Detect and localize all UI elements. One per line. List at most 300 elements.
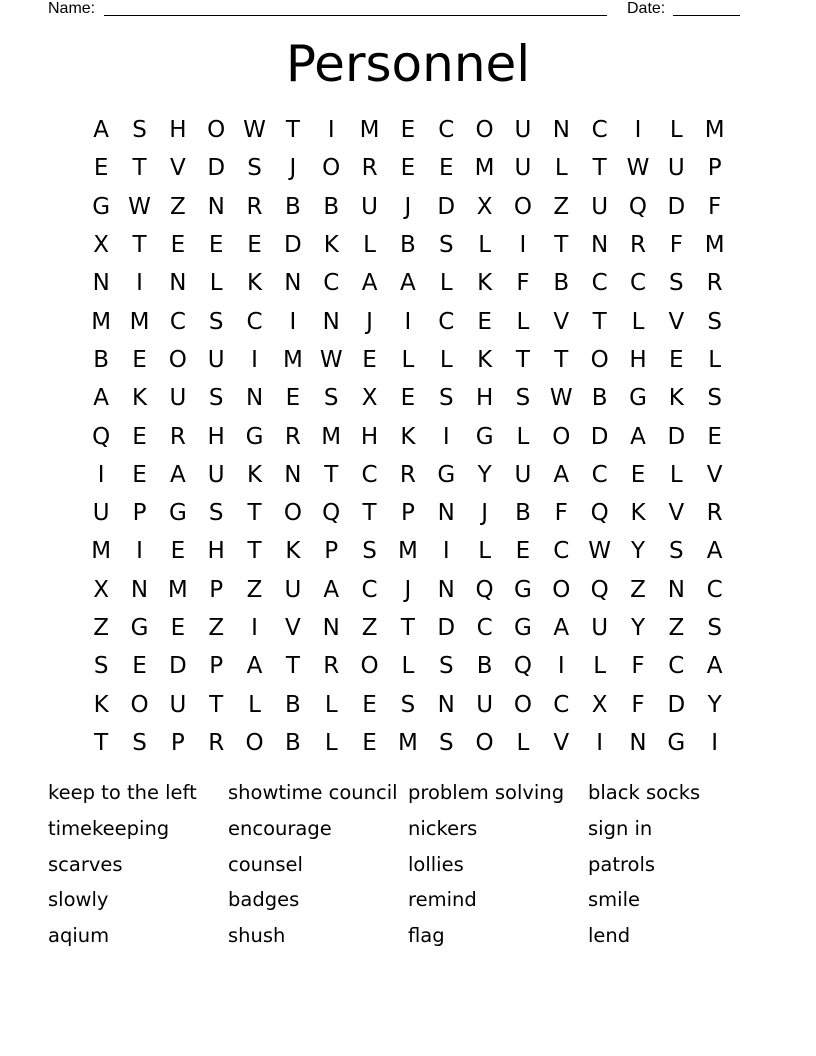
- grid-letter[interactable]: X: [93, 576, 110, 603]
- grid-letter[interactable]: V: [668, 500, 685, 527]
- grid-letter[interactable]: N: [591, 232, 609, 259]
- grid-letter[interactable]: S: [132, 117, 147, 144]
- grid-letter[interactable]: T: [362, 500, 377, 527]
- grid-letter[interactable]: X: [591, 691, 608, 718]
- grid-letter[interactable]: L: [209, 270, 223, 297]
- grid-letter[interactable]: U: [284, 576, 302, 603]
- grid-letter[interactable]: S: [438, 232, 454, 259]
- grid-letter[interactable]: V: [169, 155, 186, 182]
- grid-letter[interactable]: O: [130, 691, 149, 718]
- grid-letter[interactable]: S: [208, 385, 224, 412]
- grid-letter[interactable]: M: [91, 308, 112, 335]
- grid-letter[interactable]: I: [442, 538, 450, 565]
- grid-letter[interactable]: H: [360, 423, 379, 450]
- grid-letter[interactable]: K: [477, 270, 493, 297]
- grid-letter[interactable]: J: [481, 500, 488, 527]
- grid-letter[interactable]: B: [285, 691, 301, 718]
- grid-letter[interactable]: F: [631, 653, 645, 680]
- grid-letter[interactable]: S: [707, 308, 722, 335]
- grid-letter[interactable]: X: [361, 385, 378, 412]
- grid-letter[interactable]: O: [322, 155, 341, 182]
- grid-letter[interactable]: U: [514, 155, 532, 182]
- grid-letter[interactable]: C: [591, 117, 608, 144]
- grid-letter[interactable]: W: [243, 117, 266, 144]
- grid-letter[interactable]: U: [514, 461, 532, 488]
- grid-letter[interactable]: F: [516, 270, 530, 297]
- grid-letter[interactable]: T: [247, 538, 262, 565]
- grid-letter[interactable]: R: [246, 193, 263, 220]
- grid-letter[interactable]: P: [400, 500, 415, 527]
- grid-letter[interactable]: S: [438, 729, 454, 756]
- grid-letter[interactable]: E: [515, 538, 531, 565]
- grid-letter[interactable]: Z: [208, 615, 225, 641]
- grid-letter[interactable]: Z: [361, 615, 378, 641]
- grid-letter[interactable]: S: [669, 270, 684, 297]
- grid-letter[interactable]: E: [247, 232, 262, 259]
- grid-letter[interactable]: L: [248, 691, 261, 718]
- grid-letter[interactable]: L: [439, 270, 453, 297]
- grid-letter[interactable]: H: [629, 346, 647, 373]
- grid-letter[interactable]: Z: [169, 193, 186, 220]
- grid-letter[interactable]: U: [207, 461, 225, 488]
- grid-letter[interactable]: I: [404, 308, 412, 335]
- grid-letter[interactable]: P: [132, 500, 147, 527]
- grid-letter[interactable]: Q: [590, 576, 609, 603]
- grid-letter[interactable]: E: [132, 461, 147, 488]
- grid-letter[interactable]: L: [363, 232, 376, 259]
- grid-letter[interactable]: U: [169, 691, 187, 718]
- grid-letter[interactable]: F: [669, 232, 683, 259]
- grid-letter[interactable]: C: [361, 576, 378, 603]
- grid-letter[interactable]: O: [590, 346, 609, 373]
- grid-letter[interactable]: M: [474, 155, 495, 182]
- grid-letter[interactable]: K: [477, 346, 493, 373]
- grid-letter[interactable]: K: [668, 385, 684, 412]
- grid-letter[interactable]: Y: [630, 538, 646, 565]
- word-list-item: smile: [588, 888, 640, 912]
- grid-letter[interactable]: M: [704, 232, 725, 259]
- grid-letter[interactable]: W: [588, 538, 612, 565]
- grid-letter[interactable]: N: [92, 270, 110, 297]
- grid-letter[interactable]: I: [97, 461, 105, 488]
- grid-letter[interactable]: L: [401, 346, 415, 373]
- word-list-item: slowly: [48, 888, 109, 912]
- grid-letter[interactable]: T: [247, 500, 262, 527]
- grid-letter[interactable]: E: [477, 308, 492, 335]
- grid-letter[interactable]: Q: [513, 653, 532, 680]
- grid-letter[interactable]: B: [515, 500, 531, 527]
- grid-letter[interactable]: K: [400, 423, 416, 450]
- grid-letter[interactable]: U: [476, 691, 494, 718]
- grid-letter[interactable]: W: [128, 193, 151, 220]
- grid-letter[interactable]: N: [245, 385, 264, 412]
- grid-letter[interactable]: G: [667, 729, 686, 756]
- grid-letter[interactable]: S: [438, 653, 454, 680]
- grid-letter[interactable]: B: [323, 193, 340, 220]
- grid-letter[interactable]: L: [439, 346, 453, 373]
- grid-letter[interactable]: L: [708, 346, 722, 373]
- grid-letter[interactable]: T: [324, 461, 339, 488]
- grid-letter[interactable]: Q: [628, 193, 648, 220]
- grid-letter[interactable]: S: [438, 385, 454, 412]
- grid-letter[interactable]: G: [92, 193, 111, 220]
- grid-letter[interactable]: R: [208, 729, 225, 756]
- grid-letter[interactable]: B: [285, 729, 301, 756]
- grid-letter[interactable]: E: [400, 117, 416, 144]
- grid-letter[interactable]: O: [513, 193, 532, 220]
- grid-letter[interactable]: I: [136, 538, 143, 565]
- grid-letter[interactable]: I: [557, 653, 565, 680]
- grid-letter[interactable]: P: [209, 576, 224, 603]
- grid-letter[interactable]: Q: [590, 500, 609, 527]
- grid-row: [82, 188, 734, 226]
- grid-letter[interactable]: N: [667, 576, 685, 603]
- grid-letter[interactable]: L: [478, 232, 492, 259]
- grid-letter[interactable]: B: [285, 193, 301, 220]
- grid-letter[interactable]: Q: [475, 576, 494, 603]
- grid-letter[interactable]: S: [208, 500, 224, 527]
- grid-letter[interactable]: A: [553, 461, 570, 488]
- grid-letter[interactable]: J: [404, 576, 412, 603]
- grid-letter[interactable]: C: [553, 691, 570, 718]
- grid-letter[interactable]: E: [132, 653, 147, 680]
- grid-letter[interactable]: J: [366, 308, 373, 335]
- grid-letter[interactable]: Y: [630, 615, 646, 641]
- grid-letter[interactable]: C: [438, 308, 455, 335]
- grid-letter[interactable]: T: [400, 615, 415, 641]
- grid-letter[interactable]: C: [361, 461, 378, 488]
- grid-letter[interactable]: L: [669, 117, 683, 144]
- grid-letter[interactable]: T: [209, 691, 224, 718]
- grid-letter[interactable]: G: [629, 385, 647, 412]
- grid-letter[interactable]: E: [669, 346, 684, 373]
- grid-letter[interactable]: T: [592, 308, 607, 335]
- grid-letter[interactable]: B: [400, 232, 416, 259]
- grid-letter[interactable]: E: [93, 155, 109, 182]
- grid-letter[interactable]: I: [251, 346, 258, 373]
- grid-letter[interactable]: O: [552, 576, 571, 603]
- grid-letter[interactable]: A: [361, 270, 378, 297]
- grid-letter[interactable]: E: [170, 232, 186, 259]
- grid-letter[interactable]: A: [93, 117, 110, 144]
- grid-letter[interactable]: C: [591, 270, 608, 297]
- grid-letter[interactable]: S: [515, 385, 531, 412]
- grid-letter[interactable]: S: [132, 729, 147, 756]
- grid-letter[interactable]: O: [475, 729, 494, 756]
- grid-letter[interactable]: T: [132, 232, 147, 259]
- grid-letter[interactable]: T: [132, 155, 147, 182]
- grid-letter[interactable]: P: [209, 653, 224, 680]
- grid-letter[interactable]: I: [711, 729, 719, 756]
- grid-letter[interactable]: V: [553, 729, 570, 756]
- grid-letter[interactable]: T: [554, 232, 569, 259]
- grid-letter[interactable]: R: [706, 270, 723, 297]
- grid-letter[interactable]: M: [704, 117, 725, 144]
- grid-letter[interactable]: M: [321, 423, 342, 450]
- grid-letter[interactable]: D: [667, 193, 686, 220]
- grid-letter[interactable]: K: [93, 691, 109, 718]
- word-list: [48, 776, 768, 955]
- grid-letter[interactable]: V: [668, 308, 685, 335]
- grid-letter[interactable]: N: [284, 270, 302, 297]
- grid-letter[interactable]: S: [362, 538, 377, 565]
- grid-letter[interactable]: O: [552, 423, 571, 450]
- grid-letter[interactable]: I: [442, 423, 450, 450]
- grid-letter[interactable]: K: [630, 500, 646, 527]
- grid-letter[interactable]: H: [475, 385, 494, 412]
- grid-letter[interactable]: R: [284, 423, 301, 450]
- grid-letter[interactable]: P: [170, 729, 185, 756]
- grid-letter[interactable]: U: [169, 385, 187, 412]
- grid-letter[interactable]: L: [669, 461, 683, 488]
- grid-letter[interactable]: N: [552, 117, 570, 144]
- grid-letter[interactable]: E: [438, 155, 454, 182]
- grid-letter[interactable]: G: [475, 423, 494, 450]
- grid-letter[interactable]: G: [245, 423, 264, 450]
- grid-letter[interactable]: M: [397, 729, 418, 756]
- grid-letter[interactable]: N: [437, 500, 455, 527]
- grid-letter[interactable]: D: [437, 615, 456, 641]
- grid-letter[interactable]: R: [706, 500, 723, 527]
- grid-letter[interactable]: N: [169, 270, 187, 297]
- grid-letter[interactable]: W: [626, 155, 650, 182]
- grid-letter[interactable]: C: [476, 615, 493, 641]
- grid-letter[interactable]: E: [707, 423, 722, 450]
- grid-letter[interactable]: X: [93, 232, 110, 259]
- grid-letter[interactable]: C: [668, 653, 685, 680]
- date-blank-line[interactable]: [673, 0, 740, 16]
- grid-letter[interactable]: A: [706, 538, 723, 565]
- grid-letter[interactable]: T: [285, 117, 300, 144]
- grid-letter[interactable]: E: [285, 385, 301, 412]
- grid-letter[interactable]: F: [554, 500, 568, 527]
- grid-letter[interactable]: L: [554, 155, 568, 182]
- word-list-item: timekeeping: [48, 816, 170, 840]
- grid-letter[interactable]: M: [359, 117, 380, 144]
- grid-letter[interactable]: G: [437, 461, 456, 488]
- grid-letter[interactable]: U: [92, 500, 110, 527]
- grid-letter[interactable]: I: [251, 615, 258, 641]
- grid-letter[interactable]: C: [246, 308, 263, 335]
- grid-letter[interactable]: G: [168, 500, 187, 527]
- grid-letter[interactable]: E: [362, 346, 377, 373]
- grid-letter[interactable]: C: [323, 270, 340, 297]
- grid-letter[interactable]: A: [246, 653, 263, 680]
- grid-letter[interactable]: D: [169, 653, 187, 680]
- grid-letter[interactable]: A: [323, 576, 340, 603]
- grid-letter[interactable]: Q: [322, 500, 341, 527]
- grid-letter[interactable]: K: [323, 232, 339, 259]
- grid-letter[interactable]: E: [132, 346, 147, 373]
- grid-letter[interactable]: F: [631, 691, 645, 718]
- grid-letter[interactable]: T: [515, 346, 530, 373]
- grid-letter[interactable]: N: [130, 576, 149, 603]
- grid-letter[interactable]: E: [400, 385, 416, 412]
- name-blank-line[interactable]: [104, 0, 607, 16]
- grid-letter[interactable]: U: [514, 117, 532, 144]
- grid-letter[interactable]: X: [476, 193, 493, 220]
- grid-letter[interactable]: H: [169, 117, 187, 144]
- grid-letter[interactable]: D: [667, 423, 686, 450]
- grid-letter[interactable]: N: [322, 308, 340, 335]
- grid-letter[interactable]: R: [361, 155, 378, 182]
- grid-letter[interactable]: S: [669, 538, 684, 565]
- word-list-item: shush: [228, 924, 286, 948]
- grid-letter[interactable]: S: [208, 308, 224, 335]
- grid-letter[interactable]: C: [169, 308, 186, 335]
- grid-letter[interactable]: L: [324, 729, 338, 756]
- grid-letter[interactable]: E: [170, 615, 186, 641]
- grid-letter[interactable]: L: [401, 653, 415, 680]
- grid-letter[interactable]: O: [475, 117, 494, 144]
- grid-letter[interactable]: K: [131, 385, 148, 412]
- grid-letter[interactable]: M: [167, 576, 188, 603]
- grid-letter[interactable]: T: [285, 653, 300, 680]
- grid-letter[interactable]: C: [553, 538, 570, 565]
- grid-letter[interactable]: Z: [630, 576, 646, 603]
- grid-letter[interactable]: O: [360, 653, 379, 680]
- grid-letter[interactable]: A: [93, 385, 110, 412]
- grid-letter[interactable]: C: [629, 270, 647, 297]
- grid-letter[interactable]: Z: [553, 193, 570, 220]
- grid-letter[interactable]: U: [361, 193, 378, 220]
- grid-letter[interactable]: B: [553, 270, 570, 297]
- grid-letter[interactable]: B: [591, 385, 608, 412]
- grid-letter[interactable]: G: [514, 615, 532, 641]
- grid-row: [82, 341, 734, 379]
- grid-letter[interactable]: L: [516, 729, 530, 756]
- grid-letter[interactable]: Z: [668, 615, 685, 641]
- grid-letter[interactable]: V: [706, 461, 723, 488]
- grid-letter[interactable]: A: [169, 461, 186, 488]
- grid-letter[interactable]: I: [596, 729, 604, 756]
- grid-letter[interactable]: P: [707, 155, 722, 182]
- grid-row: [82, 532, 734, 570]
- grid-letter[interactable]: N: [629, 729, 647, 756]
- grid-letter[interactable]: C: [591, 461, 608, 488]
- grid-letter[interactable]: G: [130, 615, 149, 641]
- grid-letter[interactable]: O: [168, 346, 187, 373]
- grid-letter[interactable]: U: [591, 615, 609, 641]
- grid-letter[interactable]: S: [247, 155, 262, 182]
- grid-letter[interactable]: K: [247, 270, 263, 297]
- grid-letter[interactable]: S: [707, 385, 722, 412]
- grid-letter[interactable]: E: [208, 232, 224, 259]
- grid-letter[interactable]: V: [553, 308, 570, 335]
- grid-letter[interactable]: B: [476, 653, 493, 680]
- grid-letter[interactable]: T: [554, 346, 569, 373]
- grid-letter[interactable]: H: [207, 423, 225, 450]
- grid-letter[interactable]: M: [282, 346, 303, 373]
- grid-letter[interactable]: C: [438, 117, 455, 144]
- grid-letter[interactable]: Y: [707, 691, 722, 718]
- grid-letter[interactable]: S: [93, 653, 109, 680]
- grid-letter[interactable]: Y: [477, 461, 492, 488]
- grid-letter[interactable]: E: [362, 691, 377, 718]
- grid-letter[interactable]: N: [207, 193, 225, 220]
- grid-letter[interactable]: L: [516, 423, 530, 450]
- grid-letter[interactable]: I: [327, 117, 335, 144]
- grid-letter[interactable]: L: [593, 653, 607, 680]
- grid-letter[interactable]: L: [478, 538, 492, 565]
- grid-letter[interactable]: E: [362, 729, 377, 756]
- grid-letter[interactable]: S: [323, 385, 339, 412]
- grid-letter[interactable]: K: [285, 538, 301, 565]
- grid-letter[interactable]: I: [519, 232, 527, 259]
- grid-letter[interactable]: A: [400, 270, 416, 297]
- grid-letter[interactable]: U: [667, 155, 685, 182]
- grid-letter[interactable]: O: [245, 729, 264, 756]
- grid-letter[interactable]: E: [170, 538, 186, 565]
- grid-letter[interactable]: I: [136, 270, 143, 297]
- grid-letter[interactable]: W: [549, 385, 573, 412]
- grid-letter[interactable]: N: [322, 615, 340, 641]
- grid-letter[interactable]: T: [94, 729, 109, 756]
- grid-letter[interactable]: E: [630, 461, 646, 488]
- grid-letter[interactable]: Z: [93, 615, 110, 641]
- grid-letter[interactable]: R: [629, 232, 646, 259]
- grid-letter[interactable]: K: [247, 461, 263, 488]
- grid-letter[interactable]: V: [285, 615, 301, 641]
- grid-row: [82, 264, 734, 302]
- grid-letter[interactable]: M: [91, 538, 112, 565]
- grid-letter[interactable]: L: [324, 691, 338, 718]
- grid-letter[interactable]: D: [667, 691, 686, 718]
- grid-letter[interactable]: U: [207, 346, 225, 373]
- grid-letter[interactable]: S: [707, 615, 722, 641]
- grid-letter[interactable]: A: [553, 615, 570, 641]
- grid-letter[interactable]: A: [706, 653, 723, 680]
- grid-letter[interactable]: P: [324, 538, 339, 565]
- grid-letter[interactable]: T: [592, 155, 607, 182]
- grid-letter[interactable]: S: [400, 691, 416, 718]
- grid-letter[interactable]: D: [437, 193, 456, 220]
- grid-letter[interactable]: D: [284, 232, 302, 259]
- grid-letter[interactable]: D: [590, 423, 609, 450]
- grid-letter[interactable]: O: [207, 117, 226, 144]
- grid-letter[interactable]: Z: [246, 576, 263, 603]
- grid-letter[interactable]: R: [399, 461, 416, 488]
- grid-letter[interactable]: N: [437, 691, 455, 718]
- grid-letter[interactable]: F: [708, 193, 722, 220]
- grid-letter[interactable]: D: [207, 155, 226, 182]
- grid-letter[interactable]: J: [289, 155, 297, 182]
- grid-letter[interactable]: N: [437, 576, 455, 603]
- grid-letter[interactable]: U: [591, 193, 609, 220]
- grid-letter[interactable]: I: [634, 117, 642, 144]
- grid-letter[interactable]: A: [630, 423, 646, 450]
- grid-letter[interactable]: E: [132, 423, 147, 450]
- grid-letter[interactable]: B: [93, 346, 110, 373]
- grid-letter[interactable]: L: [516, 308, 530, 335]
- grid-letter[interactable]: J: [404, 193, 412, 220]
- grid-letter[interactable]: R: [169, 423, 186, 450]
- grid-letter[interactable]: L: [631, 308, 645, 335]
- grid-letter[interactable]: O: [283, 500, 302, 527]
- grid-letter[interactable]: E: [400, 155, 416, 182]
- grid-letter[interactable]: M: [129, 308, 150, 335]
- grid-letter[interactable]: N: [284, 461, 302, 488]
- grid-letter[interactable]: I: [289, 308, 297, 335]
- grid-letter[interactable]: O: [513, 691, 532, 718]
- grid-letter[interactable]: C: [706, 576, 723, 603]
- grid-letter[interactable]: R: [323, 653, 340, 680]
- grid-letter[interactable]: M: [397, 538, 418, 565]
- grid-letter[interactable]: G: [514, 576, 532, 603]
- grid-letter[interactable]: W: [319, 346, 343, 373]
- grid-letter[interactable]: Q: [92, 423, 111, 450]
- grid-letter[interactable]: H: [207, 538, 225, 565]
